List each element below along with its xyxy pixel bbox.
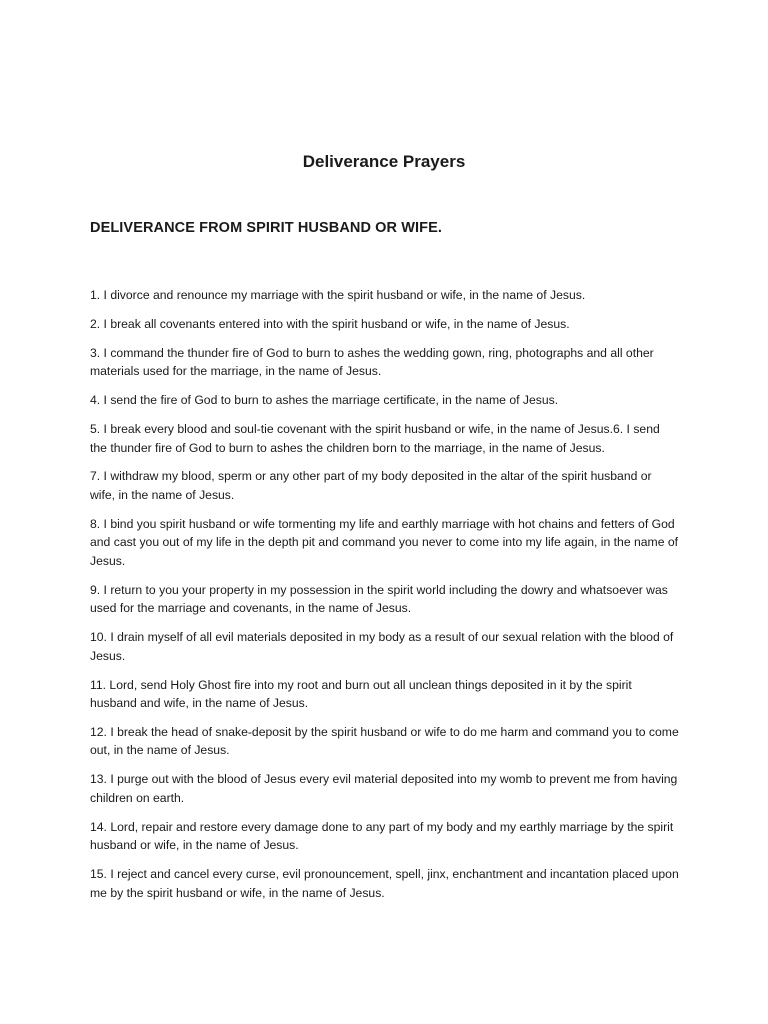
prayer-item: 15. I reject and cancel every curse, evil pronouncement, spell, jinx, enchantment and incantation placed upon me by the spirit husband or wife, in the name of Jesus. [90, 867, 679, 900]
prayer-item: 14. Lord, repair and restore every damage done to any part of my body and my earthly marriage by the spirit husband or wife, in the name of Jesus. [90, 819, 674, 853]
prayer-item: 7. I withdraw my blood, sperm or any other part of my body deposited in the altar of the spirit husband or wife, in the name of Jesus. [90, 469, 652, 502]
prayer-item: 9. I return to you your property in my possession in the spirit world including the dowry and whatsoever was used for the marriage and covenants, in the name of Jesus. [90, 582, 668, 616]
prayer-item: 10. I drain myself of all evil materials deposited in my body as a result of our sexual relation with the blood of Jesus. [90, 630, 674, 663]
prayer-item: 3. I command the thunder fire of God to burn to ashes the wedding gown, ring, photographs and all other materials used for the marriage, in the name of Jesus. [90, 345, 654, 379]
document-title: Deliverance Prayers [302, 152, 466, 171]
section-heading: DELIVERANCE FROM SPIRIT HUSBAND OR WIFE. [90, 220, 443, 236]
prayer-item: 1. I divorce and renounce my marriage with the spirit husband or wife, in the name of Jesus. [90, 288, 586, 302]
prayer-item: 2. I break all covenants entered into with the spirit husband or wife, in the name of Jesus. [90, 316, 570, 331]
prayer-item: 4. I send the fire of God to burn to ashes the marriage certificate, in the name of Jesus. [90, 393, 559, 408]
prayer-item: 8. I bind you spirit husband or wife tormenting my life and earthly marriage with hot chains and fetters of God and cast you out of my life in the depth pit and command you never to come into my life again, in the name of Jesus. [90, 516, 679, 568]
prayer-item: 12. I break the head of snake-deposit by the spirit husband or wife to do me harm and command you to come out, in the name of Jesus. [90, 724, 679, 758]
prayer-item: 11. Lord, send Holy Ghost fire into my root and burn out all unclean things deposited in it by the spirit husband and wife, in the name of Jesus. [90, 677, 632, 711]
prayer-item: 5. I break every blood and soul-tie covenant with the spirit husband or wife, in the name of Jesus.6. I send the thunder fire of God to burn to ashes the children born to the marriage, in the name of Jesus. [90, 422, 660, 455]
prayer-list [90, 286, 680, 912]
prayer-item: 13. I purge out with the blood of Jesus every evil material deposited into my womb to prevent me from having children on earth. [90, 772, 678, 805]
